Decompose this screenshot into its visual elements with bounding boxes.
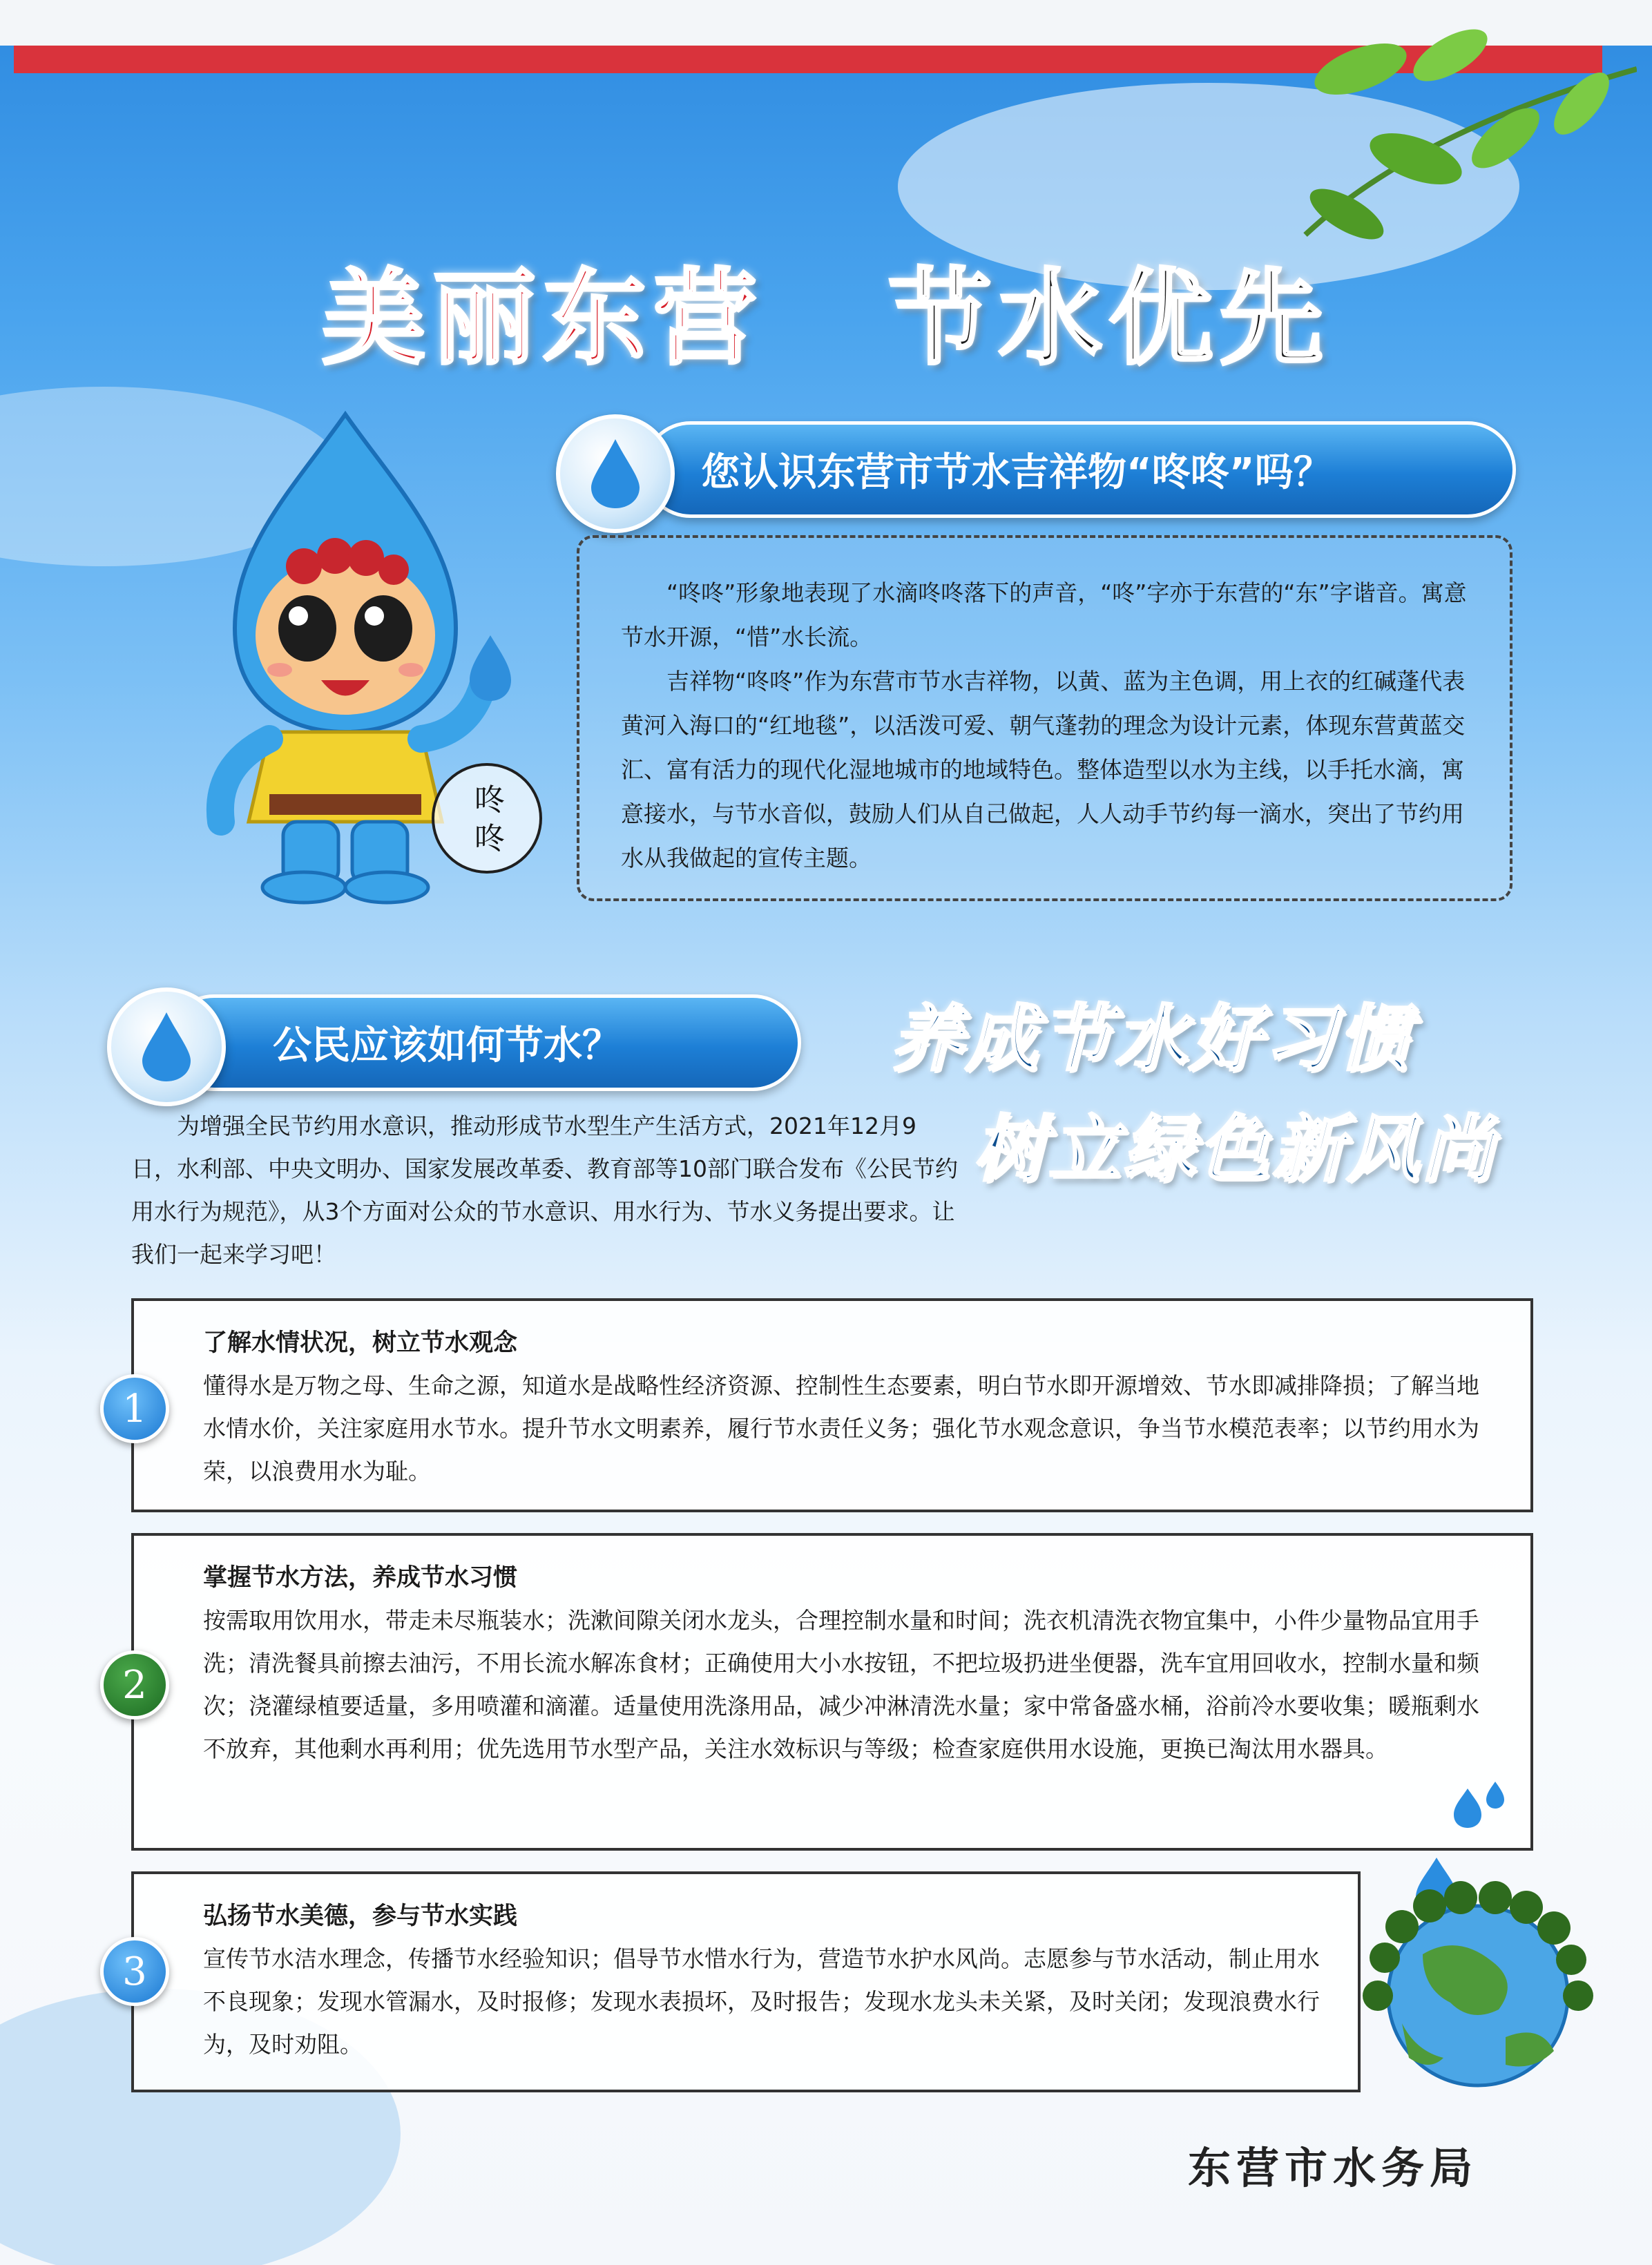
- guideline-card-1: [131, 1298, 1533, 1512]
- mascot-paragraph: “咚咚”形象地表现了水滴咚咚落下的声音，“咚”字亦于东营的“东”字谐音。寓意节水开源，“惜”水长流。: [621, 579, 1467, 650]
- guideline-card-body: 按需取用饮用水，带走未尽瓶装水；洗漱间隙关闭水龙头，合理控制水量和时间；洗衣机清洗衣物宜集中，小件少量物品宜用手洗；清洗餐具前擦去油污，不用长流水解冻食材；正确使用大小水按钮，不把垃圾扔进坐便器，洗车宜用回收水，控制水量和频次；浇灌绿植要适量，多用喷灌和滴灌。适量使用洗涤用品，减少冲淋清洗水量；家中常备盛水桶，浴前冷水要收集；暖瓶剩水不放弃，其他剩水再利用；优先选用节水型产品，关注水效标识与等级；检查家庭供用水设施，更换已淘汰用水器具。: [203, 1607, 1479, 1762]
- issuing-organization: 东营市水务局: [1188, 2143, 1479, 2193]
- water-drop-icon: [556, 414, 675, 533]
- guideline-number-badge: 1: [100, 1374, 169, 1443]
- citizen-intro-paragraph: 为增强全民节约用水意识，推动形成节水型生产生活方式，2021年12月9日，水利部、中央文明办、国家发展改革委、教育部等10部门联合发布《公民节约用水行为规范》，从3个方面对公众的节水意识、用水行为、节水义务提出要求。让我们一起来学习吧！: [131, 1112, 958, 1268]
- mascot-description-box: [577, 535, 1512, 901]
- guideline-card-body: 宣传节水洁水理念，传播节水经验知识；倡导节水惜水行为，营造节水护水风尚。志愿参与节水活动，制止用水不良现象；发现水管漏水，及时报修；发现水表损坏，及时报告；发现水龙头未关紧，及时关闭；发现浪费水行为，及时劝阻。: [203, 1945, 1320, 2058]
- guideline-card-3: [131, 1871, 1361, 2092]
- guideline-card-heading: 弘扬节水美德，参与节水实践: [203, 1902, 518, 1930]
- mascot-section-heading: [642, 421, 1516, 518]
- guideline-card-body: 懂得水是万物之母、生命之源，知道水是战略性经济资源、控制性生态要素，明白节水即开源增效、节水即减排降损；了解当地水情水价，关注家庭用水节水。提升节水文明素养，履行节水责任义务；强化节水观念意识，争当节水模范表率；以节约用水为荣，以浪费用水为耻。: [203, 1372, 1479, 1485]
- water-drop-icon: [107, 987, 226, 1106]
- poster-title: [0, 228, 1652, 391]
- guideline-number-badge: 3: [100, 1937, 169, 2006]
- guideline-number-badge: 2: [100, 1650, 169, 1719]
- guideline-card-heading: 掌握节水方法，养成节水习惯: [203, 1564, 518, 1592]
- mascot-name-text: 咚咚: [474, 782, 505, 856]
- guideline-card-2: [131, 1533, 1533, 1851]
- leaves-icon: [1278, 28, 1637, 249]
- slogan-line2: 树立绿色新风尚: [974, 1106, 1497, 1191]
- slogan-line1: 养成节水好习惯: [891, 996, 1414, 1081]
- mascot-section-heading-text: 您认识东营市节水吉祥物“咚咚”吗？: [701, 450, 1332, 495]
- citizen-section-heading-text: 公民应该如何节水？: [273, 1023, 621, 1068]
- citizen-section-heading: [166, 994, 801, 1091]
- guideline-card-heading: 了解水情状况，树立节水观念: [203, 1329, 518, 1357]
- title-part2: 节水优先: [888, 258, 1331, 379]
- mascot-paragraph: 吉祥物“咚咚”作为东营市节水吉祥物，以黄、蓝为主色调，用上衣的红碱蓬代表黄河入海口的“红地毯”，以活泼可爱、朝气蓬勃的理念为设计元素，体现东营黄蓝交汇、富有活力的现代化湿地城市的地域特色。整体造型以水为主线，以手托水滴，寓意接水，与节水音似，鼓励人们从自己做起，人人动手节约每一滴水，突出了节约用水从我做起的宣传主题。: [621, 668, 1466, 871]
- mascot-name-badge: [432, 763, 542, 874]
- title-part1: 美丽东营: [321, 258, 764, 379]
- earth-globe-icon: [1347, 1775, 1595, 2092]
